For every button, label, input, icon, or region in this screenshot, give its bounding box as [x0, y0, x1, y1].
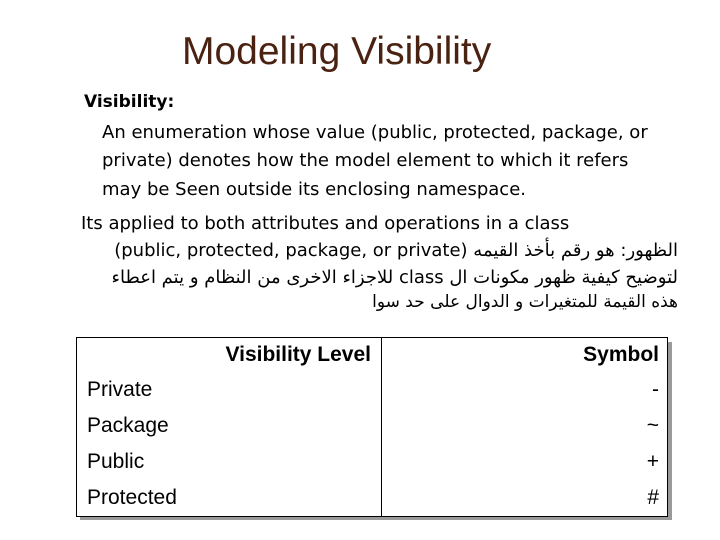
visibility-table: [76, 337, 668, 517]
symbol-cell: -: [652, 378, 659, 401]
symbol-cell: #: [647, 486, 659, 509]
table-header-row: [77, 338, 668, 373]
symbol-cell: +: [646, 450, 659, 473]
header-symbol: Symbol: [583, 343, 659, 366]
table-row: [77, 444, 668, 480]
definition-line-2: private) denotes how the model element to which it refers: [102, 150, 629, 171]
level-cell: Package: [77, 408, 382, 444]
level-cell: Public: [77, 444, 382, 480]
table-row: [77, 480, 668, 517]
table-row: [77, 408, 668, 444]
visibility-heading: Visibility:: [84, 92, 175, 112]
arabic-line-1: الظهور: هو رقم بأخذ القيمه (public, protected, package, or private): [114, 240, 678, 261]
header-visibility-level: Visibility Level: [77, 338, 382, 373]
applies-text: Its applied to both attributes and operations in a class: [81, 213, 570, 234]
arabic-line-2: لتوضيح كيفية ظهور مكونات ال class للاجزاء الاخرى من النظام و يتم اعطاء: [111, 267, 678, 288]
definition-line-1: An enumeration whose value (public, protected, package, or: [102, 122, 648, 143]
table-row: [77, 372, 668, 408]
arabic-line-3: هذه القيمة للمتغيرات و الدوال على حد سوا: [372, 292, 678, 312]
level-cell: Protected: [77, 480, 382, 517]
symbol-cell: ~: [646, 414, 659, 437]
slide-title: Modeling Visibility: [182, 30, 492, 73]
level-cell: Private: [77, 372, 382, 408]
definition-line-3: may be Seen outside its enclosing namespace.: [102, 179, 527, 200]
